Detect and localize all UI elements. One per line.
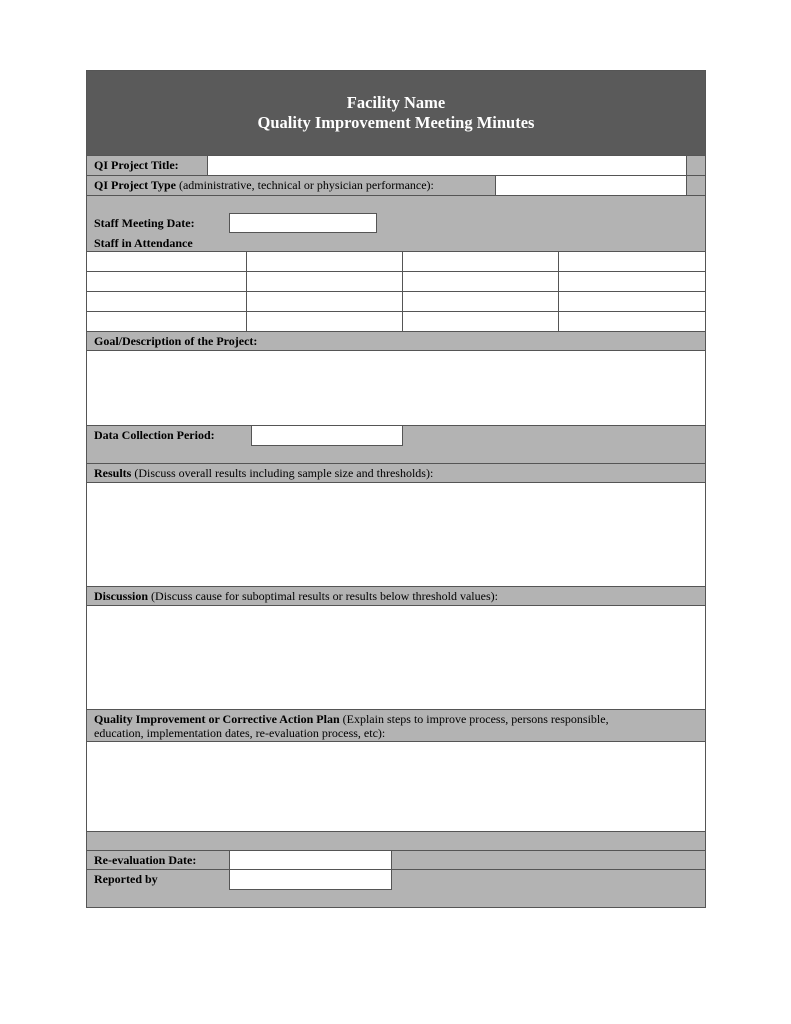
results-label: Results: [94, 466, 132, 480]
action-plan-textarea[interactable]: [87, 741, 705, 831]
attendance-row: [87, 291, 705, 312]
discussion-label: Discussion: [94, 589, 149, 603]
attendance-cell[interactable]: [246, 312, 403, 332]
qi-project-title-label: QI Project Title:: [94, 158, 179, 172]
action-plan-header-row: [87, 709, 705, 741]
attendance-cell[interactable]: [402, 252, 559, 272]
discussion-header-row: [87, 586, 705, 605]
attendance-cell[interactable]: [87, 312, 246, 332]
facility-name: Facility Name: [346, 93, 446, 112]
goal-header-row: [87, 331, 705, 350]
data-collection-row: [87, 425, 705, 463]
attendance-cell[interactable]: [402, 312, 559, 332]
attendance-row: [87, 311, 705, 332]
attendance-cell[interactable]: [402, 272, 559, 292]
data-collection-period-label: Data Collection Period:: [94, 428, 215, 442]
results-hint: (Discuss overall results including sample size and thresholds):: [134, 466, 434, 480]
reevaluation-date-label: Re-evaluation Date:: [94, 853, 197, 867]
form-title: Quality Improvement Meeting Minutes: [257, 113, 535, 132]
reported-by-label: Reported by: [94, 872, 158, 886]
qi-project-title-input[interactable]: [207, 156, 687, 175]
attendance-cell[interactable]: [87, 252, 246, 272]
qi-project-type-label: QI Project Type: [94, 178, 176, 192]
attendance-cell[interactable]: [246, 272, 403, 292]
discussion-hint: (Discuss cause for suboptimal results or results below threshold values):: [151, 589, 498, 603]
goal-label: Goal/Description of the Project:: [94, 334, 258, 348]
reported-by-input[interactable]: [229, 870, 392, 890]
reevaluation-row: [87, 850, 705, 869]
staff-meeting-block: [87, 195, 705, 251]
qi-project-type-input[interactable]: [495, 176, 687, 195]
attendance-cell[interactable]: [246, 252, 403, 272]
attendance-cell[interactable]: [558, 292, 706, 312]
qi-project-type-hint: (administrative, technical or physician performance):: [178, 178, 434, 192]
reported-by-row: [87, 869, 705, 907]
attendance-cell[interactable]: [87, 292, 246, 312]
staff-attendance-grid: [87, 251, 705, 331]
attendance-cell[interactable]: [246, 292, 403, 312]
qi-project-title-row: [87, 155, 705, 175]
staff-meeting-date-input[interactable]: [229, 213, 377, 233]
attendance-cell[interactable]: [558, 312, 706, 332]
action-plan-hint-line2: education, implementation dates, re-evaluation process, etc):: [94, 726, 386, 740]
spacer-row: [87, 831, 705, 850]
qi-project-type-row: [87, 175, 705, 195]
goal-textarea[interactable]: [87, 350, 705, 425]
attendance-row: [87, 271, 705, 292]
staff-in-attendance-label: Staff in Attendance: [94, 236, 193, 250]
action-plan-hint-line1: (Explain steps to improve process, persons responsible,: [342, 712, 609, 726]
results-header-row: [87, 463, 705, 482]
form-header: [87, 71, 705, 155]
attendance-cell[interactable]: [558, 272, 706, 292]
data-collection-period-input[interactable]: [251, 426, 403, 446]
results-textarea[interactable]: [87, 482, 705, 586]
qi-meeting-minutes-form: [86, 70, 706, 908]
action-plan-label: Quality Improvement or Corrective Action Plan: [94, 712, 340, 726]
attendance-cell[interactable]: [558, 252, 706, 272]
attendance-cell[interactable]: [87, 272, 246, 292]
attendance-cell[interactable]: [402, 292, 559, 312]
reevaluation-date-input[interactable]: [229, 851, 392, 869]
staff-meeting-date-label: Staff Meeting Date:: [94, 216, 195, 230]
attendance-row: [87, 251, 705, 272]
discussion-textarea[interactable]: [87, 605, 705, 709]
